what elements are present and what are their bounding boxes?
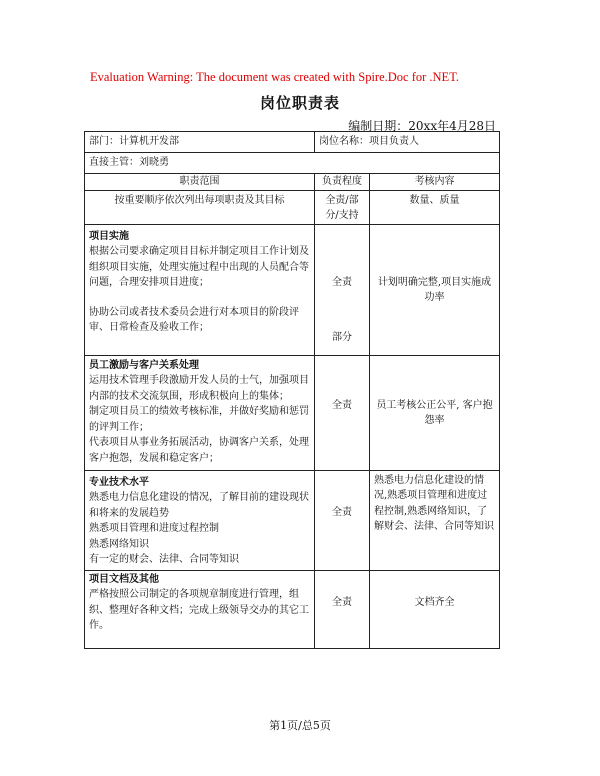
evaluation-warning: Evaluation Warning: The document was created with Spire.Doc for .NET. (90, 70, 460, 84)
section-paragraph: 运用技术管理手段激励开发人员的士气，加强项目内部的技术交流氛围，形成积极向上的集体； (89, 375, 309, 402)
section-paragraph: 代表项目从事业务拓展活动，协调客户关系，处理客户抱怨，发展和稳定客户； (89, 437, 309, 464)
section-row-project-documents (85, 570, 500, 648)
section-paragraph: 熟悉网络知识 (89, 538, 149, 550)
section-scope-cell (85, 470, 315, 570)
section-degree-cell (315, 224, 370, 355)
section-heading: 员工激励与客户关系处理 (89, 359, 199, 371)
supervisor-row (85, 153, 500, 174)
section-paragraph: 有一定的财会、法律、合同等知识 (89, 554, 239, 565)
section-paragraph: 协助公司或者技术委员会进行对本项目的阶段评审、日常检查及验收工作； (89, 306, 299, 333)
section-paragraph: 严格按照公司制定的各项规章制度进行管理，组织、整理好各种文档；完成上级领导交办的其它工作。 (89, 589, 309, 631)
department-row (85, 132, 500, 153)
department-cell: 部门：计算机开发部 (85, 132, 315, 153)
degree-value: 全责 (332, 506, 352, 518)
section-assessment-cell (370, 224, 500, 355)
subheader-assessment: 数量、质量 (370, 190, 500, 224)
page-footer: 第1页/总5页 (269, 719, 331, 732)
section-paragraph: 熟悉电力信息化建设的情况，了解目前的建设现状和将来的发展趋势 (89, 492, 309, 519)
assessment-value: 计划明确完整,项目实施成功率 (377, 276, 492, 303)
section-paragraph: 根据公司要求确定项目目标并制定项目工作计划及组织项目实施，处理实施过程中出现的人员配合等问题，合理安排项目进度； (89, 246, 309, 288)
section-scope-cell (85, 355, 315, 470)
section-scope-cell (85, 224, 315, 355)
document-title: 岗位职责表 (259, 94, 340, 112)
section-degree-cell (315, 470, 370, 570)
degree-value: 部分 (332, 332, 352, 343)
subheader-degree: 全责/部分/支持 (315, 190, 370, 224)
section-row-project-implementation (85, 224, 500, 355)
section-degree-cell (315, 355, 370, 470)
section-scope-cell (85, 570, 315, 648)
section-degree-cell (315, 570, 370, 648)
section-paragraph: 制定项目员工的绩效考核标准，并做好奖励和惩罚的评判工作； (89, 406, 309, 433)
section-assessment-cell (370, 355, 500, 470)
supervisor-cell: 直接主管：刘晓勇 (85, 153, 500, 174)
section-assessment-cell (370, 570, 500, 648)
header-degree: 负责程度 (315, 174, 370, 191)
section-row-technical-skills (85, 470, 500, 570)
position-cell: 岗位名称：项目负责人 (315, 132, 500, 153)
assessment-value: 熟悉电力信息化建设的情况,熟悉项目管理和进度过程控制,熟悉网络知识，了解财会、法律、合同等知识 (374, 474, 494, 532)
section-row-staff-incentive (85, 355, 500, 470)
compile-date: 编制日期：20xx年4月28日 (348, 119, 496, 133)
header-scope: 职责范围 (85, 174, 315, 191)
degree-value: 全责 (332, 399, 352, 411)
job-responsibility-table (84, 131, 500, 649)
section-heading: 专业技术水平 (89, 476, 149, 488)
assessment-value: 文档齐全 (414, 596, 455, 608)
section-heading: 项目文档及其他 (89, 573, 159, 585)
subheader-scope: 按重要顺序依次列出每项职责及其目标 (85, 190, 315, 224)
header-row (85, 174, 500, 191)
header-assessment: 考核内容 (370, 174, 500, 191)
degree-value: 全责 (332, 276, 352, 288)
section-paragraph: 熟悉项目管理和进度过程控制 (89, 523, 219, 534)
degree-value: 全责 (332, 596, 352, 608)
section-heading: 项目实施 (89, 230, 129, 242)
assessment-value: 员工考核公正公平, 客户抱怨率 (376, 399, 493, 426)
section-assessment-cell (370, 470, 500, 570)
subheader-row (85, 190, 500, 224)
